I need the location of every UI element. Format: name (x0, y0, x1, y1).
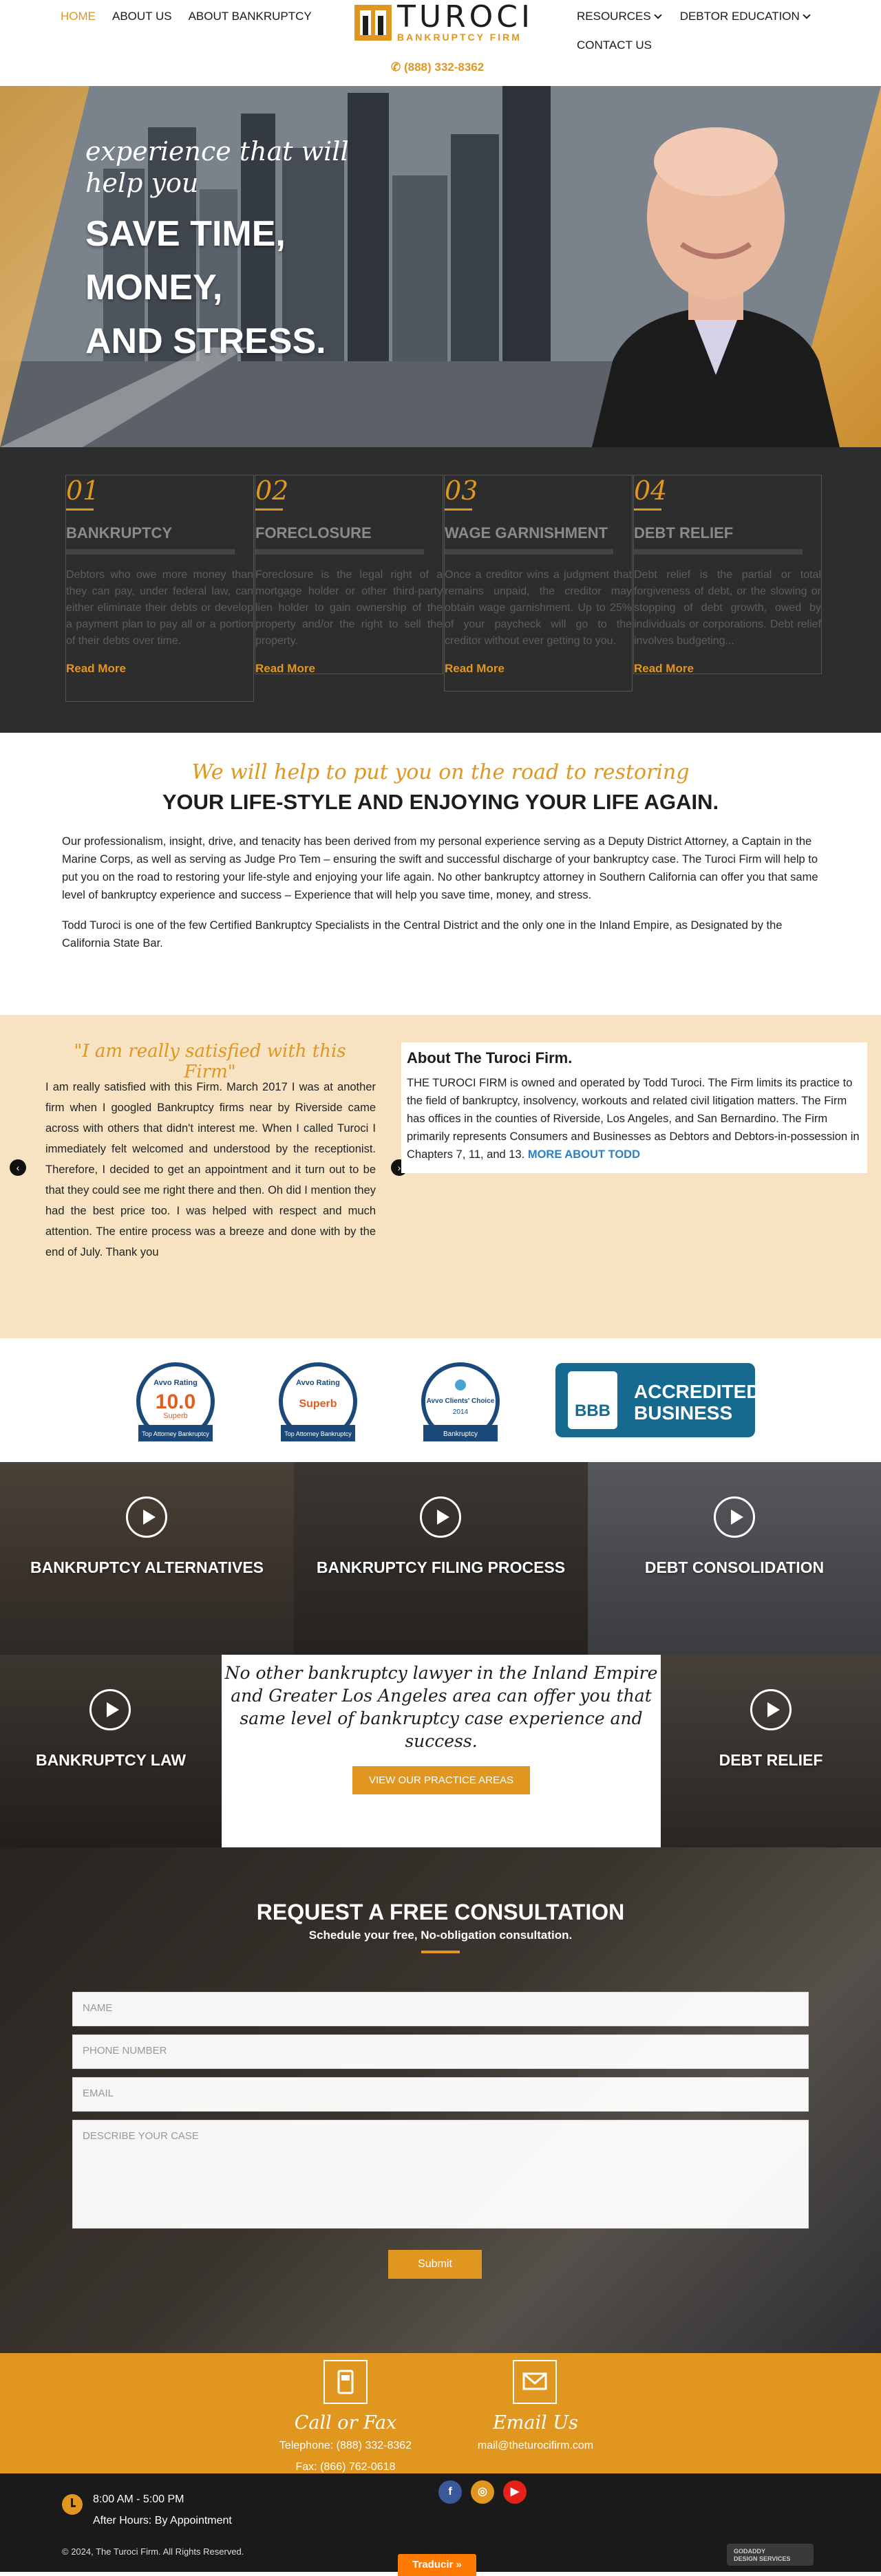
view-practice-areas-button[interactable]: VIEW OUR PRACTICE AREAS (352, 1766, 530, 1794)
carousel-prev-icon[interactable]: ‹ (10, 1159, 26, 1176)
header-phone[interactable] (391, 61, 484, 74)
read-more-link[interactable]: Read More (445, 662, 505, 675)
services-section (0, 447, 881, 733)
name-input[interactable]: NAME (72, 1992, 809, 2026)
svg-text:Top Attorney Bankruptcy: Top Attorney Bankruptcy (284, 1430, 352, 1437)
nav-debtor-education[interactable]: DEBTOR EDUCATION (680, 10, 809, 23)
godaddy-badge[interactable]: GODADDY DESIGN SERVICES (727, 2544, 814, 2566)
tile-bankruptcy-filing-process[interactable]: BANKRUPTCY FILING PROCESS (294, 1462, 588, 1655)
avvo-superb-badge (275, 1362, 361, 1447)
service-card-bankruptcy[interactable]: 01 BANKRUPTCY Debtors who owe more money than they can pay, under federal law, can either eliminate their debts or develop a payment plan to pay all or a portion of their debts over time. Read More (65, 475, 254, 702)
nav-home[interactable]: HOME (61, 10, 96, 23)
copyright: © 2024, The Turoci Firm. All Rights Reserved. (62, 2546, 244, 2557)
tile-bankruptcy-law[interactable]: BANKRUPTCY LAW (0, 1655, 222, 1847)
svg-text:Avvo Rating: Avvo Rating (153, 1379, 198, 1387)
play-icon[interactable] (750, 1689, 792, 1730)
site-header (0, 0, 881, 86)
read-more-link[interactable]: Read More (66, 662, 126, 675)
fax-number: Fax: (866) 762-0618 (295, 2461, 396, 2473)
hero-tagline: experience that will help you (85, 136, 349, 198)
service-card-debt-relief[interactable]: 04 DEBT RELIEF Debt relief is the partial or total forgiveness of debt, or the slowing or stopping of debt growth, owed by individuals or corporations. Debt relief involves budgeting... Read More (634, 475, 821, 675)
about-text: THE TUROCI FIRM is owned and operated by Todd Turoci. The Firm limits its practice to the field of bankruptcy, insolvency, workouts and related civil litigation matters. The Firm has offices in the counties of Riverside, Los Angeles, and San Bernardino. The Firm primarily represents Consumers and Businesses as Debtors and Debtors-in-possession in Chapters 7, 11, and 13. MORE ABOUT TODD (407, 1077, 860, 1161)
header-phone-number: (888) 332-8362 (403, 61, 485, 74)
main-nav-left (61, 10, 312, 23)
translate-button[interactable]: Traducir » (398, 2554, 476, 2576)
clock-icon (62, 2494, 83, 2515)
about-title: About The Turoci Firm. (407, 1049, 573, 1066)
testimonial-text: I am really satisfied with this Firm. March 2017 I was at another firm when I googled Bankruptcy firms near by Riverside came across with others that didn't interest me. When I called Turoci I immediately felt welcomed and understood by the receptionist. Therefore, I decided to get an appointment and it turn out to be that they could see me right there and then. Oh did I mention they had the best price too. I was helped with respect and much attention. The entire process was a breeze and done with by the end of July. Thank you (45, 1081, 376, 1258)
consultation-section (0, 1847, 881, 2353)
read-more-link[interactable]: Read More (255, 662, 315, 675)
chevron-down-icon (654, 11, 661, 19)
logo-mark-icon (354, 5, 392, 41)
nav-resources[interactable]: RESOURCES (577, 10, 661, 23)
play-icon[interactable] (420, 1496, 461, 1538)
practice-callout-quote: No other bankruptcy lawyer in the Inland Empire and Greater Los Angeles area can offer you that same level of bankruptcy case experience and success. (224, 1663, 658, 1751)
consultation-title: REQUEST A FREE CONSULTATION (256, 1900, 625, 1924)
intro-paragraph-1: Our professionalism, insight, drive, and tenacity has been derived from my personal experience serving as a Deputy District Attorney, a Captain in the Marine Corps, as well as serving as Judge Pro Tem – ensuring the swift and successful discharge of your bankruptcy case. The Turoci Firm will help to put you on the road to restoring your life-style and enjoying your life again. No other bankruptcy attorney in Southern California can offer you that same level of bankruptcy experience and success – Experience that will help you save time, money, and stress. (62, 835, 818, 901)
office-hours: 8:00 AM - 5:00 PM After Hours: By Appointment (93, 2493, 232, 2526)
intro-tagline: We will help to put you on the road to restoring (191, 760, 690, 784)
email-link[interactable]: mail@theturocifirm.com (477, 2440, 594, 2451)
svg-text:Top Attorney Bankruptcy: Top Attorney Bankruptcy (142, 1430, 209, 1437)
email-icon (513, 2360, 557, 2404)
attorney-portrait (551, 86, 881, 447)
email-block: Email Us mail@theturocifirm.com (446, 2412, 625, 2455)
testimonial-title: "I am really satisfied with this Firm" (74, 1041, 346, 1082)
carousel-next-icon[interactable]: › (391, 1159, 407, 1176)
nav-about-bankruptcy[interactable]: ABOUT BANKRUPTCY (188, 10, 312, 23)
main-nav-right (577, 10, 852, 52)
svg-text:Superb: Superb (163, 1412, 188, 1420)
facebook-icon[interactable]: f (438, 2480, 462, 2504)
svg-text:Avvo Rating: Avvo Rating (296, 1379, 340, 1387)
phone-icon: ✆ (391, 61, 404, 74)
read-more-link[interactable]: Read More (634, 662, 694, 675)
service-card-foreclosure[interactable]: 02 FORECLOSURE Foreclosure is the legal right of a mortgage holder or other third-party lien holder to gain ownership of the property and/or the right to sell the property. Read More (255, 475, 443, 675)
email-input[interactable]: EMAIL (72, 2077, 809, 2112)
submit-button[interactable]: Submit (388, 2250, 482, 2279)
hero-headline: SAVE TIME, MONEY, AND STRESS. (85, 214, 326, 361)
youtube-icon[interactable]: ▶ (503, 2480, 527, 2504)
play-icon[interactable] (89, 1689, 131, 1730)
nav-about-us[interactable]: ABOUT US (112, 10, 172, 23)
badges-section (0, 1338, 881, 1462)
instagram-icon[interactable]: ◎ (471, 2480, 494, 2504)
chevron-down-icon (803, 11, 810, 19)
svg-text:Superb: Superb (299, 1398, 337, 1410)
about-box (401, 1042, 867, 1173)
play-icon[interactable] (126, 1496, 167, 1538)
tile-debt-relief[interactable]: DEBT RELIEF (661, 1655, 881, 1847)
bbb-accredited-badge: BBB ACCREDITED BUSINESS (555, 1363, 755, 1437)
intro-section (0, 733, 881, 1015)
intro-paragraph-2: Todd Turoci is one of the few Certified Bankruptcy Specialists in the Central District and the only one in the Inland Empire, as Designated by the California State Bar. (62, 919, 783, 949)
avvo-rating-badge (133, 1362, 218, 1447)
svg-text:Avvo Clients' Choice: Avvo Clients' Choice (426, 1397, 495, 1405)
service-card-wage-garnishment[interactable]: 03 WAGE GARNISHMENT Once a creditor wins a judgment that remains unpaid, the creditor may obtain wage garnishment. Up to 25% of your paycheck will go to the creditor without ever getting to you. Read More (444, 475, 633, 691)
svg-text:10.0: 10.0 (155, 1391, 196, 1413)
logo-name: TUROCI (397, 0, 533, 34)
phone-fax-icon (323, 2360, 368, 2404)
site-footer (0, 2473, 881, 2572)
case-description-textarea[interactable]: DESCRIBE YOUR CASE (72, 2120, 809, 2229)
phone-input[interactable]: PHONE NUMBER (72, 2035, 809, 2069)
tile-bankruptcy-alternatives[interactable]: BANKRUPTCY ALTERNATIVES (0, 1462, 294, 1655)
svg-text:Bankruptcy: Bankruptcy (443, 1430, 478, 1438)
telephone-link[interactable]: Telephone: (888) 332-8362 (279, 2440, 412, 2451)
hero-banner (0, 86, 881, 447)
testimonial-section (0, 1015, 881, 1338)
logo-subtitle: BANKRUPTCY FIRM (397, 32, 522, 43)
tile-debt-consolidation[interactable]: DEBT CONSOLIDATION (588, 1462, 881, 1655)
consultation-subtitle: Schedule your free, No-obligation consultation. (308, 1929, 573, 1942)
more-about-todd-link[interactable]: MORE ABOUT TODD (527, 1148, 640, 1161)
bbb-logo-icon: BBB (568, 1371, 617, 1429)
play-icon[interactable] (714, 1496, 755, 1538)
practice-callout (222, 1655, 661, 1847)
avvo-clients-choice-badge (418, 1362, 503, 1447)
intro-headline: YOUR LIFE-STYLE AND ENJOYING YOUR LIFE AGAIN. (162, 790, 719, 814)
contact-band (0, 2353, 881, 2473)
site-logo[interactable] (354, 0, 533, 43)
nav-contact-us[interactable]: CONTACT US (577, 39, 652, 52)
call-fax-block: Call or Fax Telephone: (888) 332-8362 Fax: (866) 762-0618 (256, 2412, 435, 2476)
practice-areas-section (0, 1462, 881, 1847)
svg-text:2014: 2014 (452, 1408, 469, 1416)
